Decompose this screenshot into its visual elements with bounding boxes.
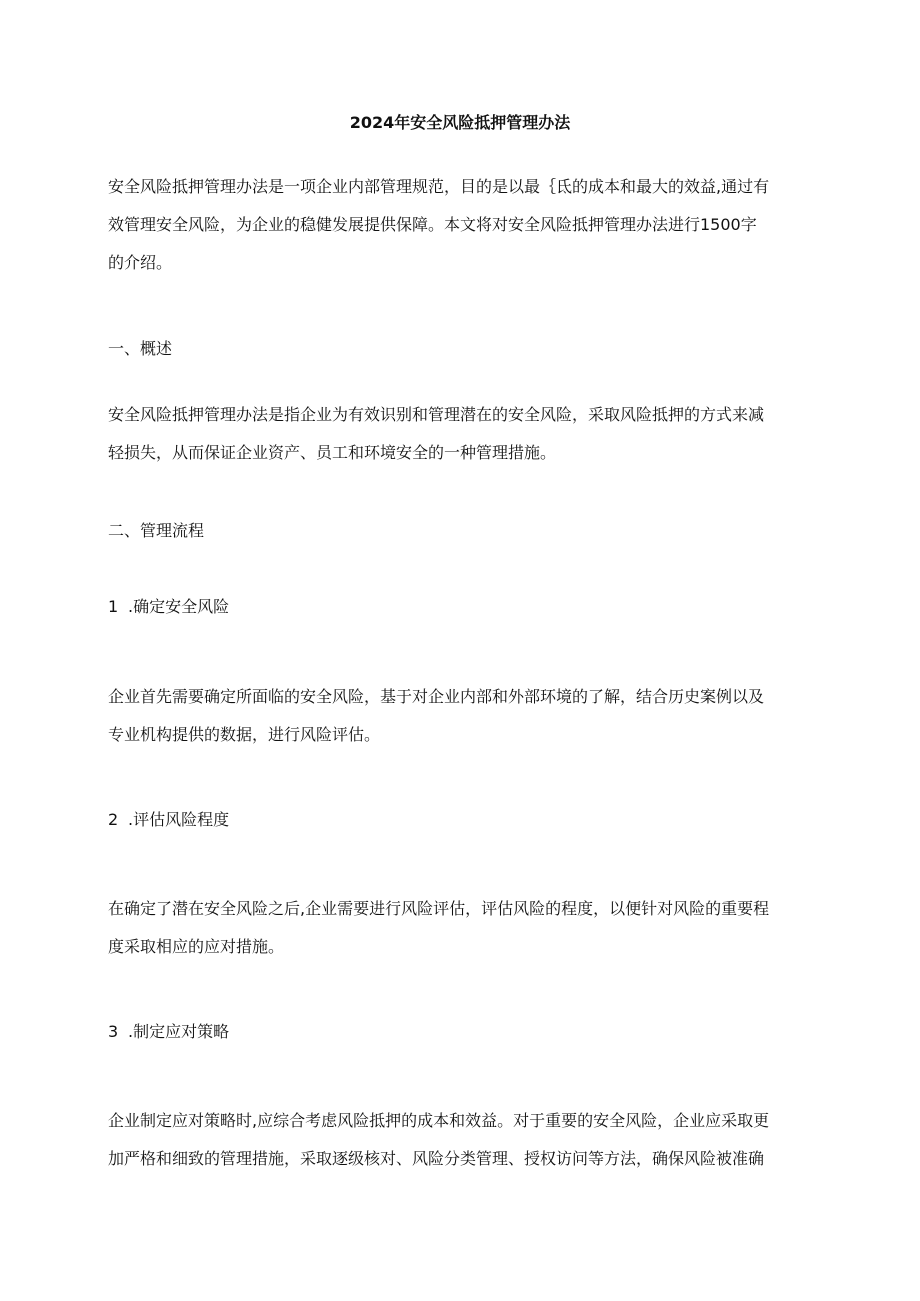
step1-title: .确定安全风险 <box>128 597 230 616</box>
step1-line-2: 专业机构提供的数据，进行风险评估。 <box>108 725 381 744</box>
step2-paragraph <box>108 897 828 959</box>
step1-number: 1 <box>108 597 119 616</box>
step1-line-1: 企业首先需要确定所面临的安全风险，基于对企业内部和外部环境的了解，结合历史案例以及 <box>108 687 765 706</box>
step2-title: .评估风险程度 <box>128 810 230 829</box>
step2-number: 2 <box>108 810 119 829</box>
section1-paragraph <box>108 403 828 465</box>
step3-number: 3 <box>108 1022 119 1041</box>
step1-heading <box>108 595 229 619</box>
section2-heading: 二、管理流程 <box>108 521 205 540</box>
step2-line-2: 度采取相应的应对措施。 <box>108 937 285 956</box>
step3-title: .制定应对策略 <box>128 1022 230 1041</box>
step3-paragraph <box>108 1109 828 1171</box>
step2-heading <box>108 808 229 832</box>
intro-line-2: 效管理安全风险，为企业的稳健发展提供保障。本文将对安全风险抵押管理办法进行1500字 <box>108 215 757 234</box>
intro-line-3: 的介绍。 <box>108 253 173 272</box>
step3-heading <box>108 1020 229 1044</box>
section1-line-2: 轻损失，从而保证企业资产、员工和环境安全的一种管理措施。 <box>108 443 557 462</box>
step3-line-2: 加严格和细致的管理措施，采取逐级核对、风险分类管理、授权访问等方法，确保风险被准确 <box>108 1149 765 1168</box>
document-title: 2024年安全风险抵押管理办法 <box>349 113 571 132</box>
intro-paragraph <box>108 175 828 275</box>
section1-line-1: 安全风险抵押管理办法是指企业为有效识别和管理潜在的安全风险，采取风险抵押的方式来减 <box>108 405 765 424</box>
section1-heading: 一、概述 <box>108 339 173 358</box>
step1-paragraph <box>108 685 828 747</box>
intro-line-1: 安全风险抵押管理办法是一项企业内部管理规范，目的是以最｛氐的成本和最大的效益,通过有 <box>108 177 770 196</box>
step2-line-1: 在确定了潜在安全风险之后,企业需要进行风险评估，评估风险的程度，以便针对风险的重要程 <box>108 899 770 918</box>
step3-line-1: 企业制定应对策略时,应综合考虑风险抵押的成本和效益。对于重要的安全风险，企业应采取更 <box>108 1111 770 1130</box>
